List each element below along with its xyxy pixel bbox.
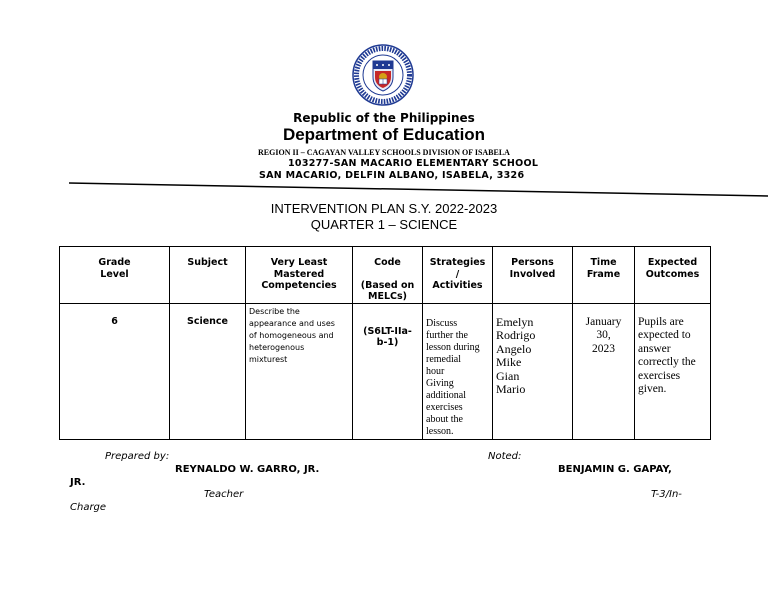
header-code: Code (Based on MELCs) [353, 247, 423, 304]
noted-by-name-continued: JR. [70, 477, 86, 488]
cell-subject: Science [170, 303, 246, 439]
header-outcomes: Expected Outcomes [635, 247, 711, 304]
republic-heading: Republic of the Philippines [293, 111, 475, 125]
cell-code: (S6LT-IIa- b-1) [353, 303, 423, 439]
department-heading: Department of Education [282, 125, 486, 144]
cell-competencies: Describe the appearance and uses of homogeneous and heterogenous mixturest [246, 303, 353, 439]
header-strategies: Strategies / Activities [423, 247, 493, 304]
header-grade-level: Grade Level [60, 247, 170, 304]
cell-grade: 6 [60, 303, 170, 439]
header-subject: Subject [170, 247, 246, 304]
header-time-frame: Time Frame [573, 247, 635, 304]
noted-by-role-continued: Charge [70, 502, 107, 513]
cell-persons: Emelyn Rodrigo Angelo Mike Gian Mario [493, 303, 573, 439]
quarter-title: QUARTER 1 – SCIENCE [310, 217, 458, 232]
prepared-by-role: Teacher [204, 489, 244, 500]
cell-strategies: Discuss further the lesson during remedial hour Giving additional exercises about the lesson. [423, 303, 493, 439]
noted-label: Noted: [488, 451, 522, 462]
header-divider [0, 176, 768, 202]
table-header-row [60, 247, 711, 304]
plan-title: INTERVENTION PLAN S.Y. 2022-2023 [270, 201, 498, 216]
cell-outcomes: Pupils are expected to answer correctly the exercises given. [635, 303, 711, 439]
noted-by-name: BENJAMIN G. GAPAY, [558, 464, 672, 475]
school-address: SAN MACARIO, DELFIN ALBANO, ISABELA, 3326 [259, 170, 525, 181]
prepared-by-label: Prepared by: [105, 451, 170, 462]
table-row [60, 303, 711, 439]
header-persons: Persons Involved [493, 247, 573, 304]
region-division: REGION II – CAGAYAN VALLEY SCHOOLS DIVISION OF ISABELA [258, 148, 510, 157]
intervention-plan-table [59, 246, 711, 440]
prepared-by-name: REYNALDO W. GARRO, JR. [175, 464, 320, 475]
deped-seal-logo [349, 44, 417, 106]
noted-by-role: T-3/In- [651, 489, 682, 500]
header-competencies: Very Least Mastered Competencies [246, 247, 353, 304]
cell-time-frame: January 30, 2023 [573, 303, 635, 439]
school-name: 103277-SAN MACARIO ELEMENTARY SCHOOL [288, 158, 539, 169]
